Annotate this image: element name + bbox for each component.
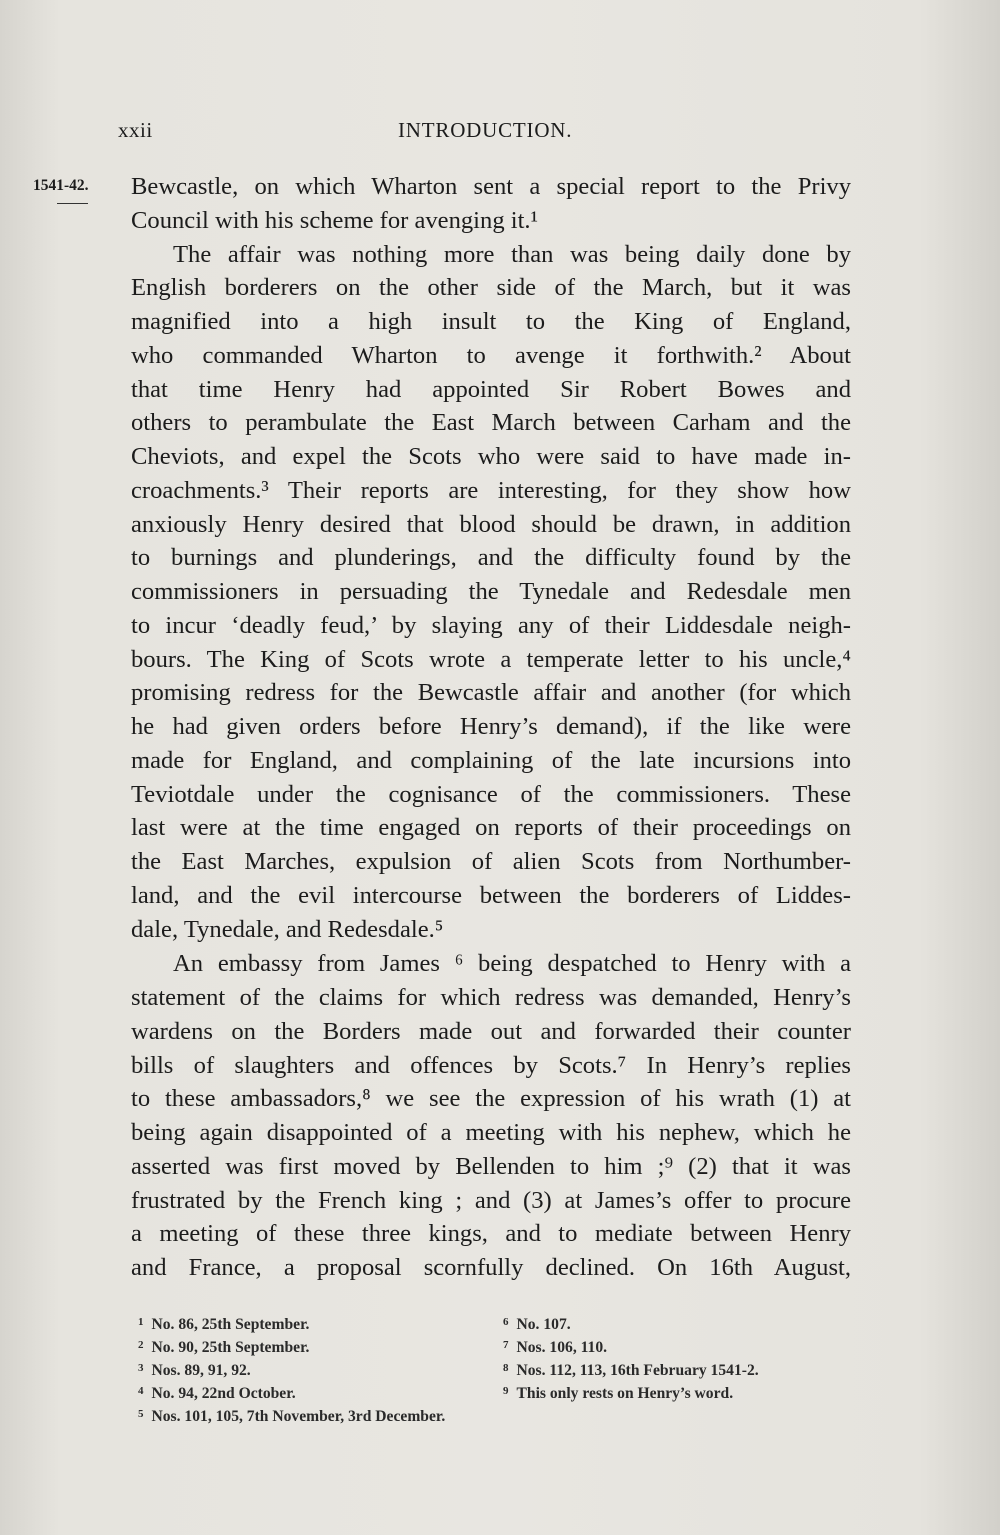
footnote-number: 7 [503,1339,509,1351]
footnote [138,1404,498,1427]
footnote-number: 4 [138,1385,144,1397]
footnote-number: 1 [138,1316,144,1328]
footnote-text: Nos. 101, 105, 7th November, 3rd December. [151,1408,446,1425]
text-line: dale, Tynedale, and Redesdale.⁵ [131,915,444,943]
text-line: croachments.³ Their reports are interesting, for they show how [131,476,851,504]
footnote-text: No. 86, 25th September. [151,1316,310,1333]
text-line: he had given orders before Henry’s demand), if the like were [131,713,851,740]
footnote [503,1381,843,1404]
footnote-text: Nos. 89, 91, 92. [151,1362,251,1379]
footnote [503,1335,843,1358]
text-line: to these ambassadors,⁸ we see the expression of his wrath (1) at [131,1085,851,1113]
text-line: Council with his scheme for avenging it.¹ [131,206,538,234]
footnote-number: 2 [138,1339,144,1351]
text-line: made for England, and complaining of the late incursions into [131,746,851,774]
footnote-number: 5 [138,1408,144,1420]
text-line: Teviotdale under the cognisance of the commissioners. These [131,780,851,808]
text-line: bours. The King of Scots wrote a temperate letter to his uncle,⁴ [131,645,851,673]
text-line: Cheviots, and expel the Scots who were said to have made in- [131,443,851,470]
footnote-number: 3 [138,1362,144,1374]
text-line: frustrated by the French king ; and (3) at James’s offer to procure [131,1186,851,1214]
text-line: bills of slaughters and offences by Scots.⁷ In Henry’s replies [131,1051,851,1079]
footnote [138,1381,498,1404]
body-text [131,170,851,1285]
text-line: the East Marches, expulsion of alien Scots from Northumber- [131,848,851,875]
text-line: English borderers on the other side of the March, but it was [131,274,851,302]
text-line: wardens on the Borders made out and forwarded their counter [131,1017,851,1045]
text-line: magnified into a high insult to the King of England, [131,308,851,335]
text-line: to incur ‘deadly feud,’ by slaying any of their Liddesdale neigh- [131,611,851,639]
text-line: a meeting of these three kings, and to mediate between Henry [131,1220,851,1248]
footnote [503,1312,843,1335]
footnote-number: 9 [503,1385,509,1397]
footnote-text: Nos. 112, 113, 16th February 1541-2. [516,1362,759,1379]
footnote-text: This only rests on Henry’s word. [516,1385,734,1402]
footnote [138,1358,498,1381]
footnote-number: 8 [503,1362,509,1374]
text-line: being again disappointed of a meeting with his nephew, which he [131,1119,851,1146]
margin-rule [57,203,88,204]
text-line: statement of the claims for which redress was demanded, Henry’s [131,984,851,1011]
footnote [138,1312,498,1335]
text-line: An embassy from James ⁶ being despatched to Henry with a [173,950,851,978]
text-line: to burnings and plunderings, and the difficulty found by the [131,544,851,572]
text-line: and France, a proposal scornfully declined. On 16th August, [131,1254,851,1281]
footnote-text: No. 94, 22nd October. [151,1385,296,1402]
page-number: xxii [118,118,153,142]
footnote [503,1358,843,1381]
footnotes-right-column [503,1312,843,1404]
text-line: Bewcastle, on which Wharton sent a special report to the Privy [131,173,851,200]
text-line: asserted was first moved by Bellenden to him ;⁹ (2) that it was [131,1152,851,1180]
footnote [138,1335,498,1358]
text-line: commissioners in persuading the Tynedale and Redesdale men [131,578,851,605]
text-line: last were at the time engaged on reports of their proceedings on [131,814,851,842]
text-line: who commanded Wharton to avenge it forthwith.² About [131,341,851,369]
running-title: INTRODUCTION. [398,118,573,142]
text-line: promising redress for the Bewcastle affair and another (for which [131,679,851,707]
text-line: land, and the evil intercourse between the borderers of Liddes- [131,881,851,909]
footnote-text: No. 90, 25th September. [151,1339,310,1356]
text-line: The affair was nothing more than was being daily done by [173,240,851,268]
margin-date-note: 1541-42. [33,177,89,194]
text-line: others to perambulate the East March between Carham and the [131,409,851,437]
footnotes-left-column [138,1312,498,1427]
footnote-number: 6 [503,1316,509,1328]
footnote-text: No. 107. [516,1316,571,1333]
text-line: anxiously Henry desired that blood should be drawn, in addition [131,510,851,538]
footnote-text: Nos. 106, 110. [516,1339,608,1356]
text-line: that time Henry had appointed Sir Robert Bowes and [131,375,851,403]
page-header [118,118,848,146]
